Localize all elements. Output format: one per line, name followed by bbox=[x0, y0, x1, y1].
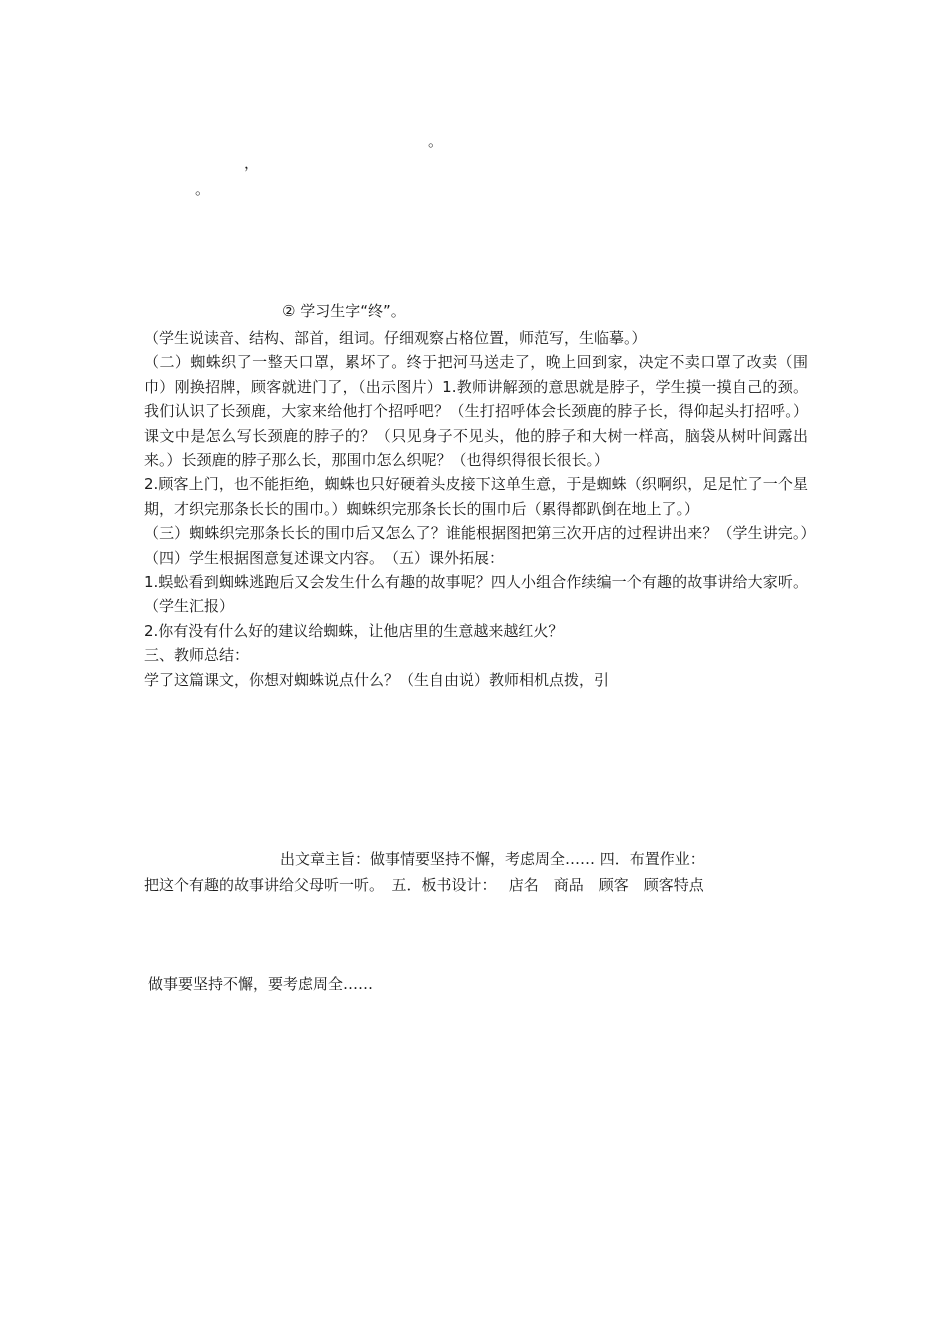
paragraph-customer: 2.顾客上门，也不能拒绝，蜘蛛也只好硬着头皮接下这单生意，于是蜘蛛（织啊织，足足忙了一个星期，才织完那条长长的围巾。）蜘蛛织完那条长长的围巾后（累得都趴倒在地上了。） bbox=[144, 475, 808, 518]
paragraph-teacher-summary: 学了这篇课文，你想对蜘蛛说点什么？（生自由说）教师相机点拨，引 bbox=[144, 670, 610, 689]
stray-comma: ， bbox=[244, 154, 260, 172]
stray-period-top: 。 bbox=[428, 132, 444, 150]
line-theme: 出文章主旨：做事情要坚持不懈，考虑周全…… 四．布置作业： bbox=[280, 850, 705, 868]
line-summary: 做事要坚持不懈，要考虑周全…… bbox=[148, 975, 374, 993]
lesson-body bbox=[144, 326, 828, 692]
paragraph-student-reading: （学生说读音、结构、部首，组词。仔细观察占格位置，师范写，生临摹。） bbox=[144, 329, 647, 347]
paragraph-part-three: （三）蜘蛛织完那条长长的围巾后又怎么了？谁能根据图把第三次开店的过程讲出来？（学生讲完。） （四）学生根据图意复述课文内容。 （五）课外拓展： bbox=[144, 524, 828, 567]
paragraph-teacher-summary-heading: 三、教师总结： bbox=[144, 646, 250, 665]
subheading-learn-character: ② 学习生字“终”。 bbox=[282, 302, 406, 320]
line-homework: 把这个有趣的故事讲给父母听一听。 五．板书设计： 店名 商品 顾客 顾客特点 bbox=[144, 876, 704, 894]
paragraph-suggestion: 2.你有没有什么好的建议给蜘蛛，让他店里的生意越来越红火？ bbox=[144, 621, 564, 640]
stray-period-left: 。 bbox=[195, 180, 211, 198]
paragraph-centipede: 1.蜈蚣看到蜘蛛逃跑后又会发生什么有趣的故事呢？四人小组合作续编一个有趣的故事讲给大家听。（学生汇报） bbox=[144, 573, 808, 616]
paragraph-part-two: （二）蜘蛛织了一整天口罩，累坏了。终于把河马送走了，晚上回到家，决定不卖口罩了改卖（围巾）刚换招牌，顾客就进门了，（出示图片）1.教师讲解颈的意思就是脖子，学生摸一摸自己的颈。我们认识了长颈鹿，大家来给他打个招呼吧？（生打招呼体会长颈鹿的脖子长，得仰起头打招呼。）课文中是怎么写长颈鹿的脖子的？（只见身子不见头，他的脖子和大树一样高，脑袋从树叶间露出来。）长颈鹿的脖子那么长，那围巾怎么织呢？（也得织得很长很长。） bbox=[144, 353, 808, 470]
